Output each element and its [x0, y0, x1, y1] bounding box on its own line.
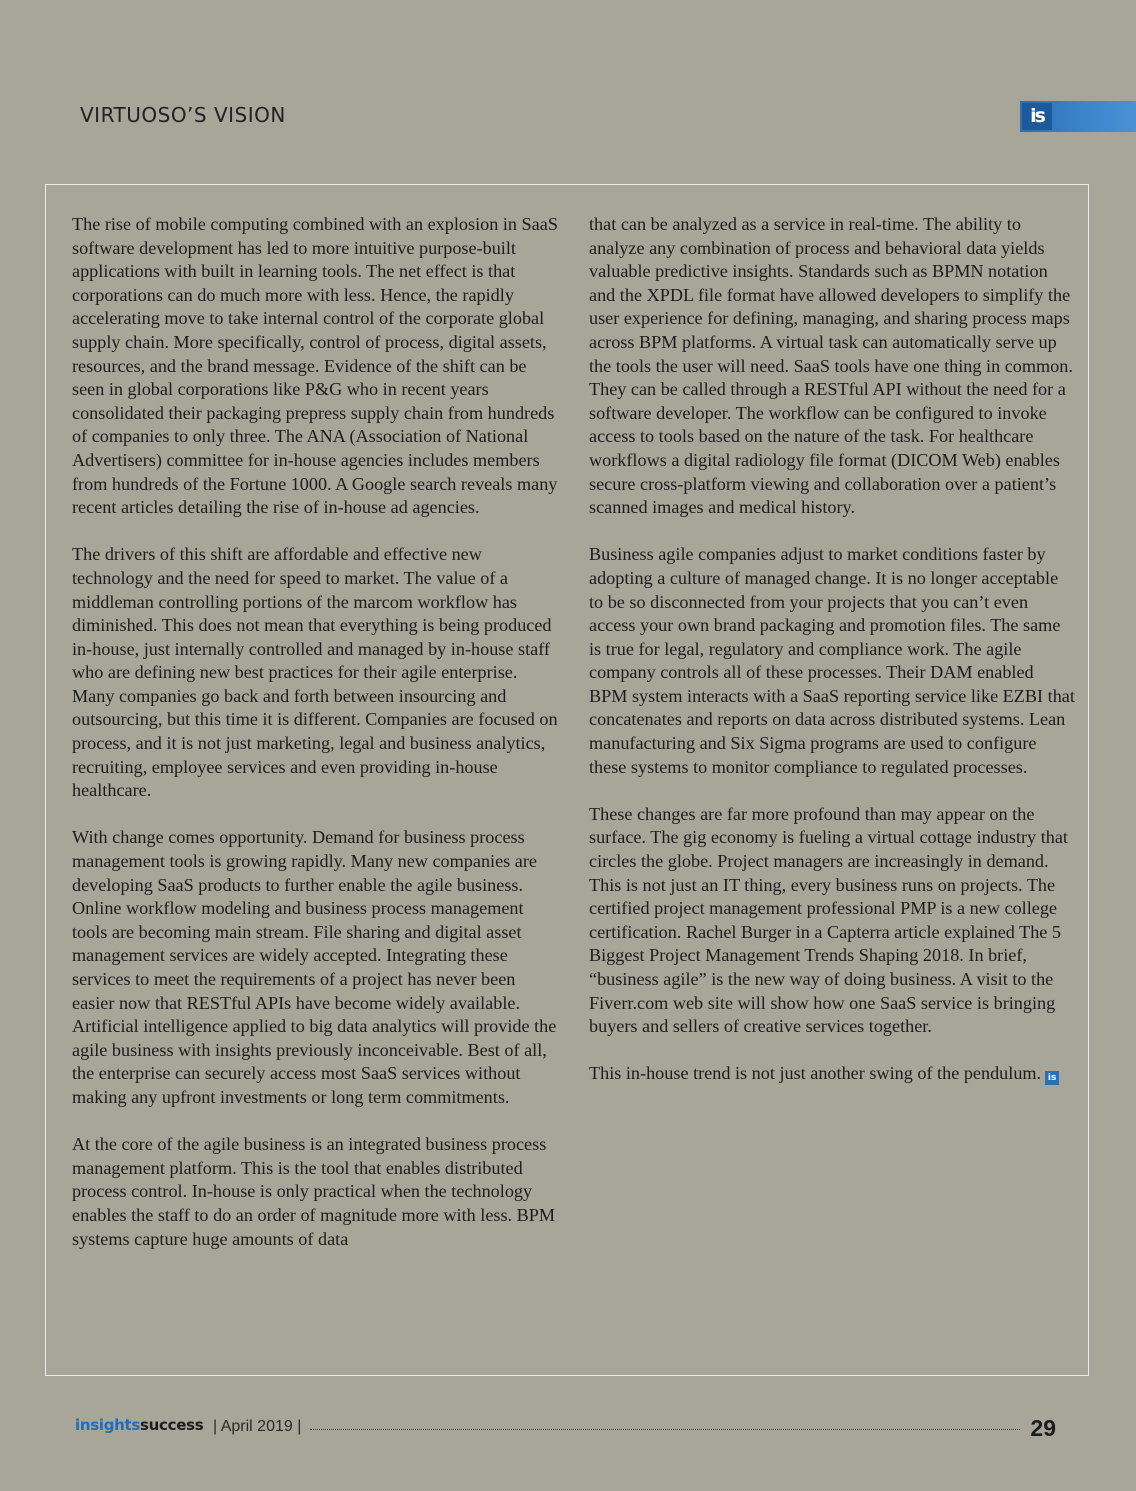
closing-paragraph	[589, 1062, 1075, 1086]
paragraph: Business agile companies adjust to market conditions faster by adopting a culture of managed change. It is no longer acceptable to be so disconnected from your projects that you can’t even access your own brand packaging and promotion files. The same is true for legal, regulatory and compliance work. The agile company controls all of these processes. Their DAM enabled BPM system interacts with a SaaS reporting service like EZBI that concatenates and reports on data across distributed systems. Lean manufacturing and Six Sigma programs are used to configure these systems to monitor compliance to regulated processes.	[589, 544, 1075, 777]
brand-logo-icon: is	[1022, 103, 1052, 130]
paragraph: At the core of the agile business is an integrated business process management platform. This is the tool that enables distributed process control. In-house is only practical when the technology enables the staff to do an order of magnitude more with less. BPM systems capture huge amounts of data	[72, 1134, 556, 1249]
article-column-left	[72, 213, 558, 1275]
section-title: VIRTUOSO’S VISION	[80, 103, 286, 127]
paragraph: The rise of mobile computing combined with an explosion in SaaS software development has led to more intuitive purpose-built applications with built in learning tools. The net effect is that corporations can do much more with less. Hence, the rapidly accelerating move to take internal control of the corporate global supply chain. More specifically, control of process, digital assets, resources, and the brand message. Evidence of the shift can be seen in global corporations like P&G who in recent years consolidated their packaging prepress supply chain from hundreds of companies to only three. The ANA (Association of National Advertisers) committee for in-house agencies includes members from hundreds of the Fortune 1000. A Google search reveals many recent articles detailing the rise of in-house ad agencies.	[72, 214, 558, 518]
footer-divider	[310, 1429, 1020, 1430]
paragraph: The drivers of this shift are affordable and effective new technology and the need for speed to market. The value of a middleman controlling portions of the marcom workflow has diminished. This does not mean that everything is being produced in-house, just internally controlled and managed by in-house staff who are defining new best practices for their agile enterprise. Many companies go back and forth between insourcing and outsourcing, but this time it is different. Companies are focused on process, and it is not just marketing, legal and business analytics, recruiting, employee services and even providing in-house healthcare.	[72, 544, 558, 801]
page-number: 29	[1030, 1415, 1056, 1441]
brand-part-1: insights	[75, 1416, 141, 1434]
brand-part-2: success	[140, 1416, 204, 1434]
footer-brand-logo	[75, 1416, 203, 1434]
paragraph: that can be analyzed as a service in real-time. The ability to analyze any combination of process and behavioral data yields valuable predictive insights. Standards such as BPMN notation and the XPDL file format have allowed developers to simplify the user experience for defining, managing, and sharing process maps across BPM platforms. A virtual task can automatically serve up the tools the user will need. SaaS tools have one thing in common. They can be called through a RESTful API without the need for a software developer. The workflow can be configured to invoke access to tools based on the nature of the task. For healthcare workflows a digital radiology file format (DICOM Web) enables secure cross-platform viewing and collaboration over a patient’s scanned images and medical history.	[589, 214, 1073, 518]
closing-text: This in-house trend is not just another swing of the pendulum.	[589, 1063, 1042, 1084]
end-mark-icon: is	[1045, 1071, 1059, 1085]
article-column-right	[589, 213, 1075, 1110]
issue-date: | April 2019 |	[213, 1418, 302, 1435]
paragraph: With change comes opportunity. Demand for business process management tools is growing rapidly. Many new companies are developing SaaS products to further enable the agile business. Online workflow modeling and business process management tools are becoming main stream. File sharing and digital asset management services are widely accepted. Integrating these services to meet the requirements of a project has never been easier now that RESTful APIs have become widely available. Artificial intelligence applied to big data analytics will provide the agile business with insights previously inconceivable. Best of all, the enterprise can securely access most SaaS services without making any upfront investments or long term commitments.	[72, 827, 557, 1107]
paragraph: These changes are far more profound than may appear on the surface. The gig economy is fueling a virtual cottage industry that circles the globe. Project managers are increasingly in demand. This is not just an IT thing, every business runs on projects. The certified project management professional PMP is a new college certification. Rachel Burger in a Capterra article explained The 5 Biggest Project Management Trends Shaping 2018. In brief, “business agile” is the new way of doing business. A visit to the Fiverr.com web site will show how one SaaS service is bringing buyers and sellers of creative services together.	[589, 803, 1068, 1037]
